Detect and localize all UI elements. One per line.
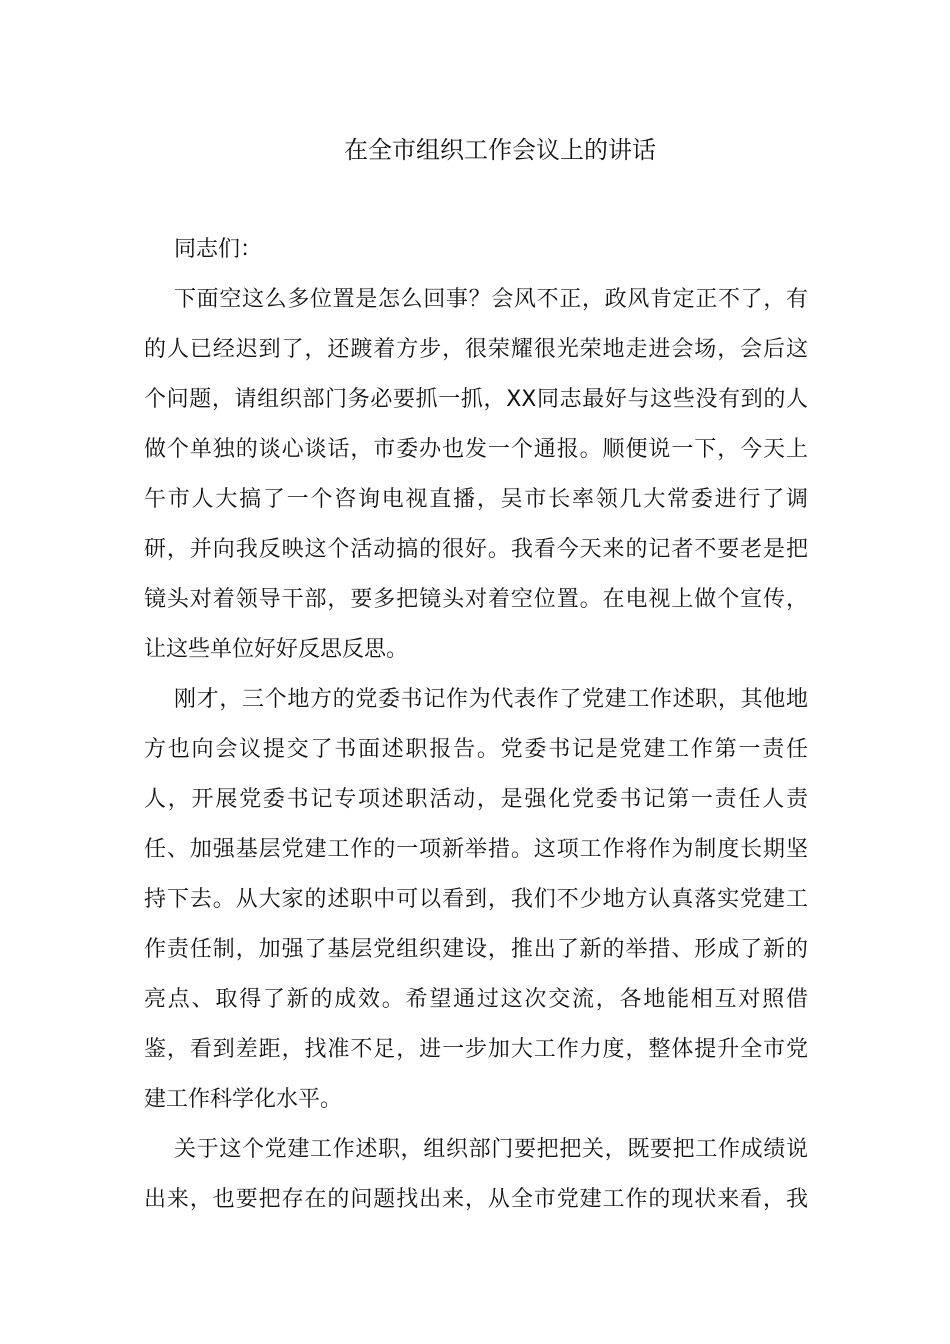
document-title: 在全市组织工作会议上的讲话: [344, 136, 656, 164]
text-line: 建工作科学化水平。: [144, 1087, 343, 1112]
text-line: 出来，也要把存在的问题找出来，从全市党建工作的现状来看，我: [144, 1187, 808, 1212]
text-line: 下面空这么多位置是怎么回事？会风不正，政风肯定正不了，有: [174, 287, 808, 312]
text-line: 个问题，请组织部门务必要抓一抓，XX同志最好与这些没有到的人: [144, 387, 808, 412]
text-line: 刚才，三个地方的党委书记作为代表作了党建工作述职，其他地: [174, 687, 808, 712]
text-line: 同志们：: [174, 237, 263, 262]
text-line: 持下去。从大家的述职中可以看到，我们不少地方认真落实党建工: [144, 887, 808, 912]
text-line: 鉴，看到差距，找准不足，进一步加大工作力度，整体提升全市党: [144, 1037, 808, 1062]
text-line: 午市人大搞了一个咨询电视直播，吴市长率领几大常委进行了调: [144, 487, 808, 512]
text-line: 关于这个党建工作述职，组织部门要把把关，既要把工作成绩说: [174, 1137, 808, 1162]
text-line: 人，开展党委书记专项述职活动，是强化党委书记第一责任人责: [144, 787, 808, 812]
text-line: 研，并向我反映这个活动搞的很好。我看今天来的记者不要老是把: [144, 537, 808, 562]
text-line: 的人已经迟到了，还踱着方步，很荣耀很光荣地走进会场，会后这: [144, 337, 808, 362]
text-line: 方也向会议提交了书面述职报告。党委书记是党建工作第一责任: [144, 737, 808, 762]
text-line: 作责任制，加强了基层党组织建设，推出了新的举措、形成了新的: [144, 937, 808, 962]
text-line: 做个单独的谈心谈话，市委办也发一个通报。顺便说一下，今天上: [144, 437, 808, 462]
text-line: 镜头对着领导干部，要多把镜头对着空位置。在电视上做个宣传，: [144, 587, 808, 612]
text-line: 任、加强基层党建工作的一项新举措。这项工作将作为制度长期坚: [144, 837, 808, 862]
text-line: 亮点、取得了新的成效。希望通过这次交流，各地能相互对照借: [144, 987, 808, 1012]
document-body: [144, 230, 808, 1230]
text-line: 让这些单位好好反思反思。: [144, 637, 409, 662]
